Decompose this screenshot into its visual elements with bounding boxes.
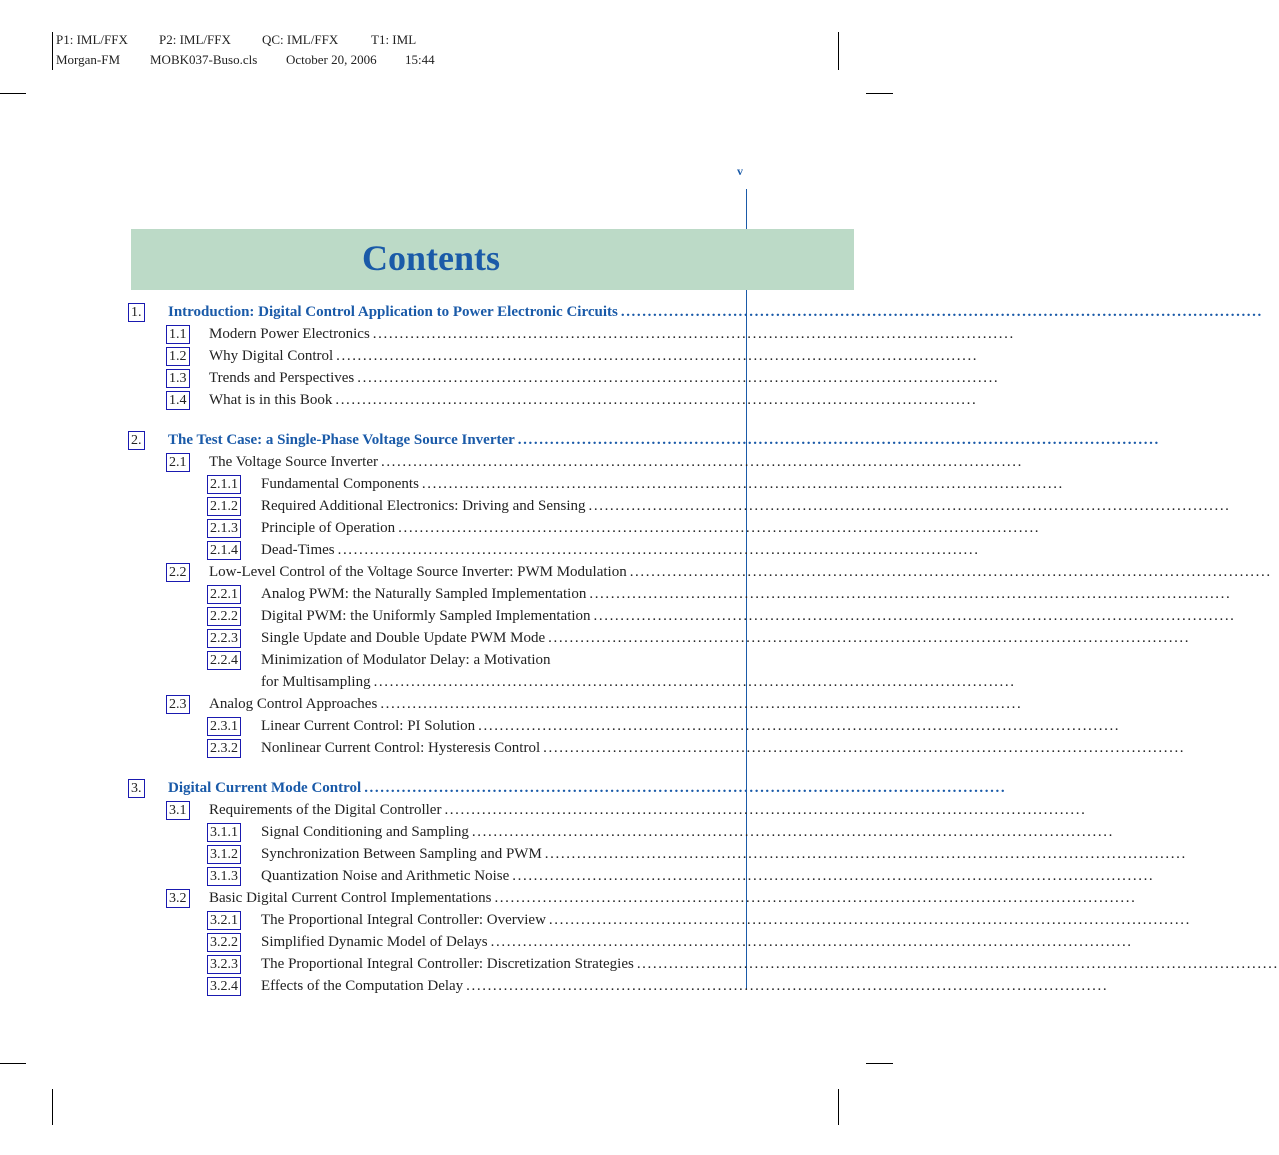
toc-entry-title: Digital PWM: the Uniformly Sampled Implementation: [261, 608, 591, 624]
dot-leader: ........................................................................................................................: [512, 868, 1155, 884]
toc-entry[interactable]: [0, 452, 1023, 473]
toc-entry-number-link[interactable]: 1.4: [166, 391, 190, 410]
dot-leader: ........................................................................................................................: [548, 912, 1191, 928]
toc-entry[interactable]: [0, 368, 1000, 389]
header-t1: T1: IML: [371, 32, 417, 47]
dot-leader: ........................................................................................................................: [548, 630, 1191, 646]
dot-leader: ........................................................................................................................: [336, 348, 979, 364]
toc-entry[interactable]: [0, 584, 1232, 605]
toc-entry-title: Trends and Perspectives: [209, 370, 355, 386]
toc-entry-title-continued: for Multisampling: [261, 674, 371, 690]
toc-chapter[interactable]: [0, 778, 1007, 799]
toc-entry-title: Minimization of Modulator Delay: a Motivation: [261, 652, 551, 668]
crop-mark: [52, 1089, 53, 1125]
toc-entry-number-link[interactable]: 1.1: [166, 325, 190, 344]
toc-entry-number-link[interactable]: 1.3: [166, 369, 190, 388]
dot-leader: ........................................................................................................................: [357, 370, 1000, 386]
toc-entry[interactable]: [0, 738, 1186, 759]
toc-entry-title: Analog Control Approaches: [209, 696, 378, 712]
dot-leader: ........................................................................................................................: [494, 890, 1137, 906]
toc-entry[interactable]: [0, 628, 1191, 649]
toc-entry-title: The Voltage Source Inverter: [209, 454, 378, 470]
toc-entry-title: Low-Level Control of the Voltage Source Inverter: PWM Modulation: [209, 564, 627, 580]
toc-entry-title: Synchronization Between Sampling and PWM: [261, 846, 542, 862]
dot-leader: ........................................................................................................................: [588, 498, 1231, 514]
toc-entry-title: Fundamental Components: [261, 476, 419, 492]
toc-entry-number-link[interactable]: 3.1.1: [207, 823, 241, 842]
toc-entry-title: The Test Case: a Single-Phase Voltage Source Inverter: [168, 432, 515, 448]
header-qc: QC: IML/FFX: [262, 32, 339, 47]
toc-entry-title: Nonlinear Current Control: Hysteresis Control: [261, 740, 541, 756]
toc-entry[interactable]: [0, 518, 1041, 539]
toc-entry-title: Principle of Operation: [261, 520, 396, 536]
crop-mark: [866, 93, 893, 94]
toc-entry-title: The Proportional Integral Controller: Discretization Strategies: [261, 956, 634, 972]
toc-entry-title: Modern Power Electronics: [209, 326, 370, 342]
toc-entry-title: Required Additional Electronics: Driving and Sensing: [261, 498, 586, 514]
toc-entry-title: Linear Current Control: PI Solution: [261, 718, 476, 734]
toc-entry-number-link[interactable]: 2.3.1: [207, 717, 241, 736]
toc-entry-title: Effects of the Computation Delay: [261, 978, 464, 994]
toc-entry[interactable]: [0, 844, 1187, 865]
header-p2: P2: IML/FFX: [159, 32, 231, 47]
toc-entry-title: Introduction: Digital Control Application to Power Electronic Circuits: [168, 304, 618, 320]
dot-leader: ........................................................................................................................: [335, 392, 978, 408]
toc-entry-number-link[interactable]: 2.1.1: [207, 475, 241, 494]
dot-leader: ........................................................................................................................: [421, 476, 1064, 492]
toc-entry[interactable]: [0, 910, 1191, 931]
header-publisher: Morgan-FM: [56, 52, 121, 67]
toc-entry[interactable]: [0, 694, 1023, 715]
toc-entry-title: Single Update and Double Update PWM Mode: [261, 630, 546, 646]
crop-mark: [0, 93, 26, 94]
toc-entry[interactable]: [0, 496, 1231, 517]
toc-entry-number-link[interactable]: 2.2.2: [207, 607, 241, 626]
header-classfile: MOBK037-Buso.cls: [150, 52, 258, 67]
toc-entry[interactable]: [0, 932, 1133, 953]
dot-leader: ........................................................................................................................: [380, 454, 1023, 470]
toc-entry[interactable]: [0, 390, 978, 411]
dot-leader: ........................................................................................................................: [620, 304, 1263, 320]
toc-entry-title: Basic Digital Current Control Implementations: [209, 890, 492, 906]
toc-entry[interactable]: [0, 716, 1121, 737]
toc-entry[interactable]: [0, 976, 1109, 997]
toc-entry-title: Digital Current Mode Control: [168, 780, 362, 796]
toc-entry[interactable]: [0, 474, 1064, 495]
dot-leader: ........................................................................................................................: [543, 740, 1186, 756]
toc-entry[interactable]: [0, 324, 1015, 345]
dot-leader: ........................................................................................................................: [444, 802, 1087, 818]
dot-leader: ........................................................................................................................: [471, 824, 1114, 840]
dot-leader: ........................................................................................................................: [337, 542, 980, 558]
dot-leader: ........................................................................................................................: [517, 432, 1160, 448]
toc-chapter[interactable]: [0, 302, 1263, 323]
toc-entry-number-link[interactable]: 3.: [128, 779, 145, 798]
toc-entry-number-link[interactable]: 2.3.2: [207, 739, 241, 758]
toc-entry-number-link[interactable]: 3.2.1: [207, 911, 241, 930]
toc-entry-number-link[interactable]: 2.2.4: [207, 651, 241, 670]
toc-entry-title: Requirements of the Digital Controller: [209, 802, 442, 818]
dot-leader: ........................................................................................................................: [589, 586, 1232, 602]
toc-entry-title: What is in this Book: [209, 392, 333, 408]
dot-leader: ........................................................................................................................: [398, 520, 1041, 536]
toc-entry-number-link[interactable]: 3.2: [166, 889, 190, 908]
toc-entry[interactable]: [0, 650, 730, 671]
toc-entry-title: Dead-Times: [261, 542, 335, 558]
toc-entry-number-link[interactable]: 2.: [128, 431, 145, 450]
toc-entry-title: The Proportional Integral Controller: Overview: [261, 912, 546, 928]
page-number: v: [737, 164, 743, 178]
toc-entry-number-link[interactable]: 2.2: [166, 563, 190, 582]
toc-entry-title: Simplified Dynamic Model of Delays: [261, 934, 488, 950]
toc-entry-number-link[interactable]: 3.1.2: [207, 845, 241, 864]
toc-entry-number-link[interactable]: 2.2.3: [207, 629, 241, 648]
header-p1: P1: IML/FFX: [56, 32, 128, 47]
crop-mark: [838, 32, 839, 70]
toc-entry-number-link[interactable]: 3.2.2: [207, 933, 241, 952]
dot-leader: ........................................................................................................................: [478, 718, 1121, 734]
crop-mark: [52, 32, 53, 70]
toc-entry[interactable]: [0, 800, 1087, 821]
toc-entry-number-link[interactable]: 2.2.1: [207, 585, 241, 604]
toc-entry[interactable]: [0, 562, 1272, 583]
toc-entry[interactable]: [0, 954, 1279, 975]
crop-mark: [0, 1063, 26, 1064]
toc-entry[interactable]: [0, 540, 980, 561]
toc-entry-title: Signal Conditioning and Sampling: [261, 824, 469, 840]
crop-mark: [866, 1063, 893, 1064]
toc-entry-number-link[interactable]: 2.1.2: [207, 497, 241, 516]
toc-entry-number-link[interactable]: 2.1.3: [207, 519, 241, 538]
dot-leader: ........................................................................................................................: [364, 780, 1007, 796]
toc-entry-number-link[interactable]: 1.: [128, 303, 145, 322]
toc-entry-title: Analog PWM: the Naturally Sampled Implementation: [261, 586, 587, 602]
toc-entry-title: Why Digital Control: [209, 348, 334, 364]
dot-leader: ........................................................................................................................: [629, 564, 1272, 580]
header-time: 15:44: [405, 52, 435, 67]
dot-leader: ........................................................................................................................: [544, 846, 1187, 862]
toc-entry-number-link[interactable]: 3.1.3: [207, 867, 241, 886]
dot-leader: ........................................................................................................................: [466, 978, 1109, 994]
toc-entry-number-link[interactable]: 2.3: [166, 695, 190, 714]
page-title: Contents: [361, 238, 500, 278]
crop-mark: [838, 1089, 839, 1125]
toc-entry-number-link[interactable]: 3.2.3: [207, 955, 241, 974]
dot-leader: ........................................................................................................................: [373, 674, 1016, 690]
dot-leader: ........................................................................................................................: [490, 934, 1133, 950]
toc-entry[interactable]: [0, 822, 1114, 843]
dot-leader: ........................................................................................................................: [380, 696, 1023, 712]
toc-entry-number-link[interactable]: 2.1.4: [207, 541, 241, 560]
toc-entry-continuation[interactable]: [0, 672, 1016, 693]
toc-entry[interactable]: [0, 888, 1137, 909]
dot-leader: ........................................................................................................................: [636, 956, 1279, 972]
toc-entry-number-link[interactable]: 3.1: [166, 801, 190, 820]
toc-entry-title: Quantization Noise and Arithmetic Noise: [261, 868, 510, 884]
dot-leader: ........................................................................................................................: [372, 326, 1015, 342]
toc-chapter[interactable]: [0, 430, 1160, 451]
toc-entry-number-link[interactable]: 2.1: [166, 453, 190, 472]
toc-entry[interactable]: [0, 866, 1155, 887]
toc-entry[interactable]: [0, 346, 979, 367]
header-date: October 20, 2006: [286, 52, 377, 67]
toc-entry[interactable]: [0, 606, 1236, 627]
toc-entry-number-link[interactable]: 3.2.4: [207, 977, 241, 996]
toc-entry-number-link[interactable]: 1.2: [166, 347, 190, 366]
dot-leader: ........................................................................................................................: [593, 608, 1236, 624]
